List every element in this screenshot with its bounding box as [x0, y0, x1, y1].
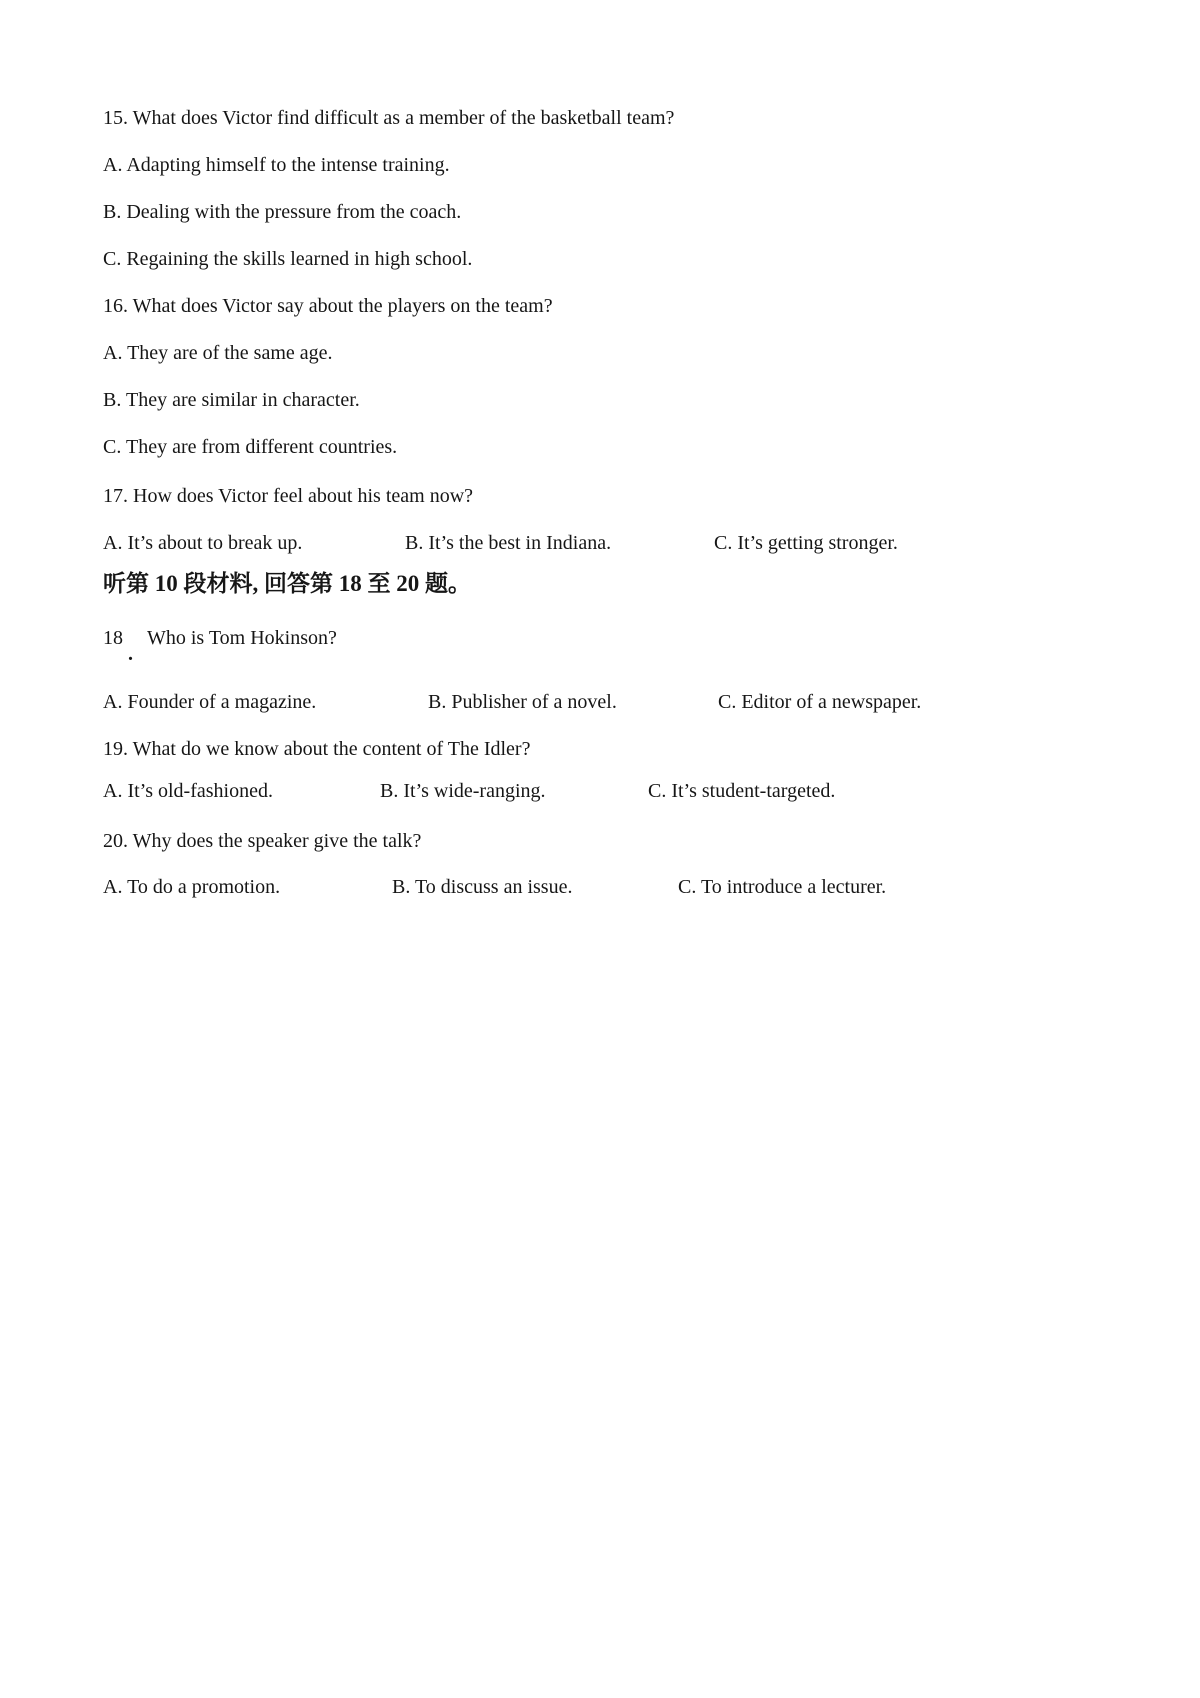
question-17-stem: 17. How does Victor feel about his team now? [103, 485, 474, 507]
question-15-option-a: A. Adapting himself to the intense training. [103, 154, 450, 176]
question-17-option-c: C. It’s getting stronger. [714, 532, 898, 554]
question-18-number: 18 [103, 627, 123, 649]
question-17-option-a: A. It’s about to break up. [103, 532, 303, 554]
question-18-option-c: C. Editor of a newspaper. [718, 691, 922, 713]
question-20-option-b: B. To discuss an issue. [392, 876, 573, 898]
question-16-option-a: A. They are of the same age. [103, 342, 333, 364]
question-16-option-c: C. They are from different countries. [103, 436, 398, 458]
question-19-option-a: A. It’s old-fashioned. [103, 780, 273, 802]
question-15-stem: 15. What does Victor find difficult as a member of the basketball team? [103, 107, 675, 129]
question-18-option-a: A. Founder of a magazine. [103, 691, 317, 713]
question-18-number-period: . [128, 643, 133, 665]
question-18-option-b: B. Publisher of a novel. [428, 691, 617, 713]
question-19-option-c: C. It’s student-targeted. [648, 780, 836, 802]
question-20-option-c: C. To introduce a lecturer. [678, 876, 887, 898]
question-19-option-b: B. It’s wide-ranging. [380, 780, 546, 802]
question-17-option-b: B. It’s the best in Indiana. [405, 532, 612, 554]
question-15-option-c: C. Regaining the skills learned in high school. [103, 248, 473, 270]
question-16-stem: 16. What does Victor say about the players on the team? [103, 295, 553, 317]
question-16-option-b: B. They are similar in character. [103, 389, 360, 411]
question-20-stem: 20. Why does the speaker give the talk? [103, 830, 422, 852]
question-20-option-a: A. To do a promotion. [103, 876, 281, 898]
section-header: 听第 10 段材料, 回答第 18 至 20 题。 [103, 571, 471, 596]
question-15-option-b: B. Dealing with the pressure from the coach. [103, 201, 462, 223]
question-19-stem: 19. What do we know about the content of The Idler? [103, 738, 531, 760]
question-18-stem: Who is Tom Hokinson? [147, 627, 337, 649]
